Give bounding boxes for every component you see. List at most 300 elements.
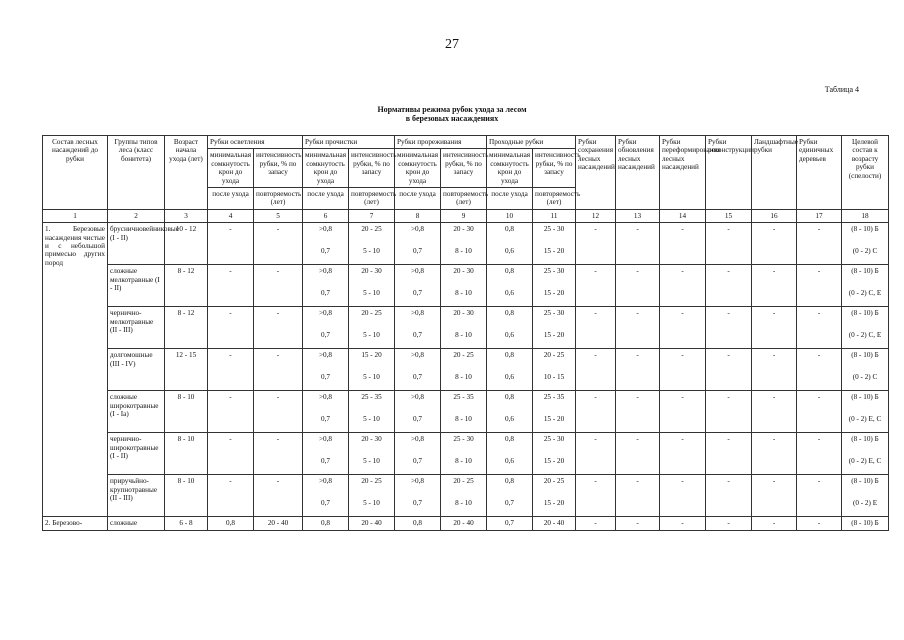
- proch-intensity-cell: [349, 223, 395, 265]
- proch-intensity-cell-top: 15 - 20: [361, 351, 382, 360]
- proch-intensity-cell-bottom: 5 - 10: [363, 330, 380, 339]
- proch-intensity-cell: [349, 349, 395, 391]
- cell-c17: -: [797, 223, 842, 265]
- proch-intensity-cell-top: 20 - 30: [361, 267, 382, 276]
- cell-c5: 20 - 40: [254, 517, 303, 530]
- target-composition-cell-top: (8 - 10) Б: [851, 225, 879, 234]
- prorezh-crown-cell-top: >0,8: [410, 435, 425, 444]
- prohod-intensity-cell: [533, 223, 576, 265]
- cell-c14: -: [660, 517, 706, 530]
- forest-type-cell: сложные мелкотравные (I - II): [108, 265, 165, 307]
- header-start-age: Возраст начала ухода (лет): [165, 136, 208, 210]
- prorezh-crown-cell-top: >0,8: [410, 393, 425, 402]
- cell-c15: -: [706, 349, 752, 391]
- prohod-crown-cell-top: 0,8: [505, 477, 514, 486]
- prohod-intensity-cell: [533, 433, 576, 475]
- prorezh-crown-cell-top: >0,8: [410, 225, 425, 234]
- proch-crown-cell: [303, 265, 349, 307]
- prohod-intensity-cell-bottom: 15 - 20: [543, 456, 565, 465]
- prorezh-intensity-cell: [441, 433, 487, 475]
- cell-c14: -: [660, 391, 706, 433]
- column-number: 17: [797, 209, 842, 222]
- cell-c6: 0,8: [303, 517, 349, 530]
- prohod-intensity-cell-top: 25 - 30: [543, 225, 565, 234]
- cell-c15: -: [706, 391, 752, 433]
- start-age-cell: 8 - 12: [165, 265, 208, 307]
- proch-crown-cell: [303, 349, 349, 391]
- cell-c12: -: [576, 349, 616, 391]
- cell-c16: -: [752, 223, 797, 265]
- cell-c7: 20 - 40: [349, 517, 395, 530]
- prorezh-crown-cell-top: >0,8: [410, 351, 425, 360]
- prorezh-crown-cell-bottom: 0,7: [413, 456, 422, 465]
- prohod-crown-cell-top: 0,8: [505, 435, 514, 444]
- prorezh-intensity-cell-bottom: 8 - 10: [455, 498, 472, 507]
- cell-c15: -: [706, 517, 752, 530]
- target-composition-cell-top: (8 - 10) Б: [851, 435, 879, 444]
- header-col-16: Ландшафтные рубки: [752, 136, 797, 210]
- prorezh-intensity-cell-top: 20 - 30: [453, 309, 474, 318]
- prorezh-intensity-cell: [441, 475, 487, 517]
- prorezh-crown-cell-bottom: 0,7: [413, 246, 422, 255]
- target-composition-cell: [842, 223, 889, 265]
- start-age-cell: 8 - 10: [165, 433, 208, 475]
- table-row: [43, 307, 889, 349]
- prorezh-intensity-cell-top: 25 - 30: [453, 435, 474, 444]
- column-number: 16: [752, 209, 797, 222]
- header-prochistka: Рубки прочистки: [303, 136, 395, 149]
- proch-crown-cell: [303, 307, 349, 349]
- cell-c14: -: [660, 475, 706, 517]
- prorezh-crown-cell-bottom: 0,7: [413, 330, 422, 339]
- subheader-repeat: повторяемость (лет): [441, 188, 487, 210]
- prorezh-intensity-cell: [441, 349, 487, 391]
- cell-c13: -: [616, 391, 660, 433]
- forest-type-cell: долгомошные (III - IV): [108, 349, 165, 391]
- prohod-crown-cell-top: 0,8: [505, 309, 514, 318]
- forest-type-cell: приручьйно-крупнотравные (II - III): [108, 475, 165, 517]
- subheader-after: после ухода: [395, 188, 441, 210]
- prohod-intensity-cell-top: 25 - 30: [543, 267, 565, 276]
- proch-crown-cell-bottom: 0,7: [321, 456, 330, 465]
- table-row: [43, 349, 889, 391]
- cell-c15: -: [706, 475, 752, 517]
- cell-c15: -: [706, 223, 752, 265]
- prohod-intensity-cell-top: 25 - 30: [543, 309, 565, 318]
- page-number: 27: [445, 37, 459, 52]
- start-age-cell: 8 - 10: [165, 391, 208, 433]
- prohod-crown-cell-bottom: 0,6: [505, 246, 514, 255]
- proch-intensity-cell-bottom: 5 - 10: [363, 246, 380, 255]
- prohod-intensity-cell-top: 25 - 35: [543, 393, 565, 402]
- prohod-crown-cell: [487, 349, 533, 391]
- cell-c12: -: [576, 307, 616, 349]
- prohod-intensity-cell-bottom: 10 - 15: [543, 372, 565, 381]
- cell-c15: -: [706, 433, 752, 475]
- start-age-cell: 10 - 12: [165, 223, 208, 265]
- cell-c16: -: [752, 265, 797, 307]
- prorezh-crown-cell: [395, 391, 441, 433]
- prohod-crown-cell-bottom: 0,6: [505, 414, 514, 423]
- target-composition-cell-bottom: (0 - 2) С, Е: [848, 330, 882, 339]
- prohod-crown-cell-top: 0,8: [505, 267, 514, 276]
- table-row: [43, 391, 889, 433]
- prohod-crown-cell-bottom: 0,6: [505, 456, 514, 465]
- osv-intensity-cell: -: [254, 265, 303, 307]
- column-number: 12: [576, 209, 616, 222]
- forest-type-cell: чернично-широкотравные (I - II): [108, 433, 165, 475]
- cell-c12: -: [576, 475, 616, 517]
- start-age-cell: 12 - 15: [165, 349, 208, 391]
- prohod-crown-cell: [487, 433, 533, 475]
- proch-crown-cell-bottom: 0,7: [321, 372, 330, 381]
- target-composition-cell: [842, 391, 889, 433]
- prohod-intensity-cell: [533, 391, 576, 433]
- prohod-intensity-cell-top: 20 - 25: [543, 477, 565, 486]
- cell-c11: 20 - 40: [533, 517, 576, 530]
- header-composition: Состав лесных насаждений до рубки: [43, 136, 108, 210]
- column-number: 4: [208, 209, 254, 222]
- subheader-repeat: повторяемость (лет): [254, 188, 303, 210]
- prohod-crown-cell-top: 0,8: [505, 393, 514, 402]
- prorezh-intensity-cell-top: 20 - 30: [453, 225, 474, 234]
- cell-c16: -: [752, 307, 797, 349]
- prohod-intensity-cell: [533, 475, 576, 517]
- title-line-2: в березовых насаждениях: [405, 114, 499, 123]
- column-number: 14: [660, 209, 706, 222]
- proch-intensity-cell: [349, 391, 395, 433]
- cell-c16: -: [752, 391, 797, 433]
- cell-c13: -: [616, 349, 660, 391]
- prorezh-intensity-cell-bottom: 8 - 10: [455, 330, 472, 339]
- cell-c16: -: [752, 433, 797, 475]
- prorezh-intensity-cell: [441, 265, 487, 307]
- prohod-crown-cell-bottom: 0,6: [505, 372, 514, 381]
- header-col-17: Рубки единичных деревьев: [797, 136, 842, 210]
- target-composition-cell-top: (8 - 10) Б: [851, 351, 879, 360]
- proch-crown-cell-top: >0,8: [318, 309, 333, 318]
- column-number: 1: [43, 209, 108, 222]
- proch-crown-cell: [303, 223, 349, 265]
- header-prorezhivanie: Рубки прореживания: [395, 136, 487, 149]
- cell-c13: -: [616, 265, 660, 307]
- prorezh-intensity-cell-top: 20 - 25: [453, 477, 474, 486]
- prohod-crown-cell-bottom: 0,6: [505, 288, 514, 297]
- forest-type-cell: сложные широкотравные (I - Ia): [108, 391, 165, 433]
- prorezh-intensity-cell-bottom: 8 - 10: [455, 246, 472, 255]
- osv-crown-cell: -: [208, 433, 254, 475]
- proch-intensity-cell-bottom: 5 - 10: [363, 372, 380, 381]
- subheader-after: после ухода: [487, 188, 533, 210]
- target-composition-cell: [842, 349, 889, 391]
- cell-c17: -: [797, 349, 842, 391]
- header-prohodnye: Проходные рубки: [487, 136, 576, 149]
- prorezh-crown-cell: [395, 433, 441, 475]
- target-composition-cell-top: (8 - 10) Б: [851, 393, 879, 402]
- prorezh-intensity-cell-bottom: 8 - 10: [455, 372, 472, 381]
- column-number: 8: [395, 209, 441, 222]
- proch-intensity-cell-top: 20 - 25: [361, 225, 382, 234]
- target-composition-cell-bottom: (0 - 2) С: [852, 246, 878, 255]
- cell-c17: -: [797, 265, 842, 307]
- prorezh-crown-cell-bottom: 0,7: [413, 414, 422, 423]
- column-number: 2: [108, 209, 165, 222]
- cell-age: 6 - 8: [165, 517, 208, 530]
- column-number: 13: [616, 209, 660, 222]
- proch-intensity-cell-top: 20 - 30: [361, 435, 382, 444]
- prorezh-crown-cell: [395, 349, 441, 391]
- osv-crown-cell: -: [208, 223, 254, 265]
- osv-crown-cell: -: [208, 475, 254, 517]
- cell-c12: -: [576, 391, 616, 433]
- proch-intensity-cell: [349, 265, 395, 307]
- proch-crown-cell-top: >0,8: [318, 477, 333, 486]
- cell-c18: (8 - 10) Б: [842, 517, 889, 530]
- osv-intensity-cell: -: [254, 475, 303, 517]
- prorezh-intensity-cell-top: 20 - 30: [453, 267, 474, 276]
- cell-c17: -: [797, 307, 842, 349]
- cell-c17: -: [797, 517, 842, 530]
- header-osvetlenie: Рубки осветления: [208, 136, 303, 149]
- table-row: [43, 475, 889, 517]
- proch-crown-cell-bottom: 0,7: [321, 246, 330, 255]
- cell-c14: -: [660, 265, 706, 307]
- cell-c14: -: [660, 433, 706, 475]
- prohod-crown-cell-top: 0,8: [505, 351, 514, 360]
- proch-intensity-cell-top: 20 - 25: [361, 477, 382, 486]
- column-number: 18: [842, 209, 889, 222]
- table-row: [43, 433, 889, 475]
- cell-c15: -: [706, 307, 752, 349]
- prorezh-crown-cell-top: >0,8: [410, 267, 425, 276]
- prohod-crown-cell: [487, 307, 533, 349]
- target-composition-cell-bottom: (0 - 2) Е, С: [848, 456, 882, 465]
- prorezh-crown-cell-bottom: 0,7: [413, 288, 422, 297]
- proch-intensity-cell-bottom: 5 - 10: [363, 498, 380, 507]
- osv-crown-cell: -: [208, 391, 254, 433]
- composition-cell: 1. Березовые насаждения чистые и с небольшой примесью других пород: [43, 223, 108, 517]
- table-row: [43, 517, 889, 530]
- start-age-cell: 8 - 12: [165, 307, 208, 349]
- subheader-repeat: повторяемость (лет): [533, 188, 576, 210]
- header-col-13: Рубки обновления лесных насаждений: [616, 136, 660, 210]
- column-number: 3: [165, 209, 208, 222]
- cell-c14: -: [660, 307, 706, 349]
- prohod-intensity-cell: [533, 265, 576, 307]
- prohod-crown-cell: [487, 265, 533, 307]
- cell-c17: -: [797, 475, 842, 517]
- prohod-intensity-cell-bottom: 15 - 20: [543, 330, 565, 339]
- prorezh-crown-cell: [395, 265, 441, 307]
- osv-intensity-cell: -: [254, 391, 303, 433]
- target-composition-cell: [842, 265, 889, 307]
- proch-intensity-cell: [349, 307, 395, 349]
- proch-crown-cell: [303, 475, 349, 517]
- forest-type-cell: чернично-мелкотравные (II - III): [108, 307, 165, 349]
- prorezh-crown-cell: [395, 307, 441, 349]
- table-label: Таблица 4: [824, 85, 859, 94]
- prorezh-intensity-cell-bottom: 8 - 10: [455, 414, 472, 423]
- start-age-cell: 8 - 10: [165, 475, 208, 517]
- column-number: 6: [303, 209, 349, 222]
- subheader-min-crown: минимальная сомкнутость крон до ухода: [208, 149, 254, 188]
- table-row: [43, 223, 889, 265]
- prohod-crown-cell: [487, 475, 533, 517]
- osv-crown-cell: -: [208, 307, 254, 349]
- column-number: 7: [349, 209, 395, 222]
- forest-type-cell: брусничновейниковые (I - II): [108, 223, 165, 265]
- subheader-after: после ухода: [208, 188, 254, 210]
- prohod-intensity-cell-top: 20 - 25: [543, 351, 565, 360]
- proch-intensity-cell-top: 25 - 35: [361, 393, 382, 402]
- prorezh-intensity-cell-bottom: 8 - 10: [455, 288, 472, 297]
- header-col-15: Рубки реконструкции: [706, 136, 752, 210]
- proch-crown-cell-bottom: 0,7: [321, 414, 330, 423]
- osv-intensity-cell: -: [254, 433, 303, 475]
- target-composition-cell-bottom: (0 - 2) С: [852, 372, 878, 381]
- subheader-intensity: интенсивность рубки, % по запасу: [254, 149, 303, 188]
- prorezh-crown-cell-bottom: 0,7: [413, 498, 422, 507]
- cell-c8: 0,8: [395, 517, 441, 530]
- target-composition-cell-bottom: (0 - 2) Е: [852, 498, 878, 507]
- target-composition-cell-top: (8 - 10) Б: [851, 309, 879, 318]
- subheader-intensity: интенсивность рубки, % по запасу: [349, 149, 395, 188]
- prohod-crown-cell-bottom: 0,7: [505, 498, 514, 507]
- cell-c15: -: [706, 265, 752, 307]
- target-composition-cell: [842, 475, 889, 517]
- norms-table: [42, 135, 889, 531]
- target-composition-cell: [842, 433, 889, 475]
- header-forest-types: Группы типов леса (класс бонитета): [108, 136, 165, 210]
- prohod-intensity-cell: [533, 307, 576, 349]
- prorezh-crown-cell: [395, 475, 441, 517]
- proch-intensity-cell: [349, 433, 395, 475]
- osv-intensity-cell: -: [254, 307, 303, 349]
- prohod-intensity-cell-bottom: 15 - 20: [543, 414, 565, 423]
- cell-c13: -: [616, 433, 660, 475]
- proch-crown-cell-top: >0,8: [318, 225, 333, 234]
- prohod-crown-cell: [487, 391, 533, 433]
- cell-c9: 20 - 40: [441, 517, 487, 530]
- prorezh-crown-cell: [395, 223, 441, 265]
- proch-crown-cell-top: >0,8: [318, 351, 333, 360]
- prorezh-intensity-cell: [441, 223, 487, 265]
- prorezh-intensity-cell: [441, 307, 487, 349]
- composition-cell: 2. Березово-: [43, 517, 108, 530]
- subheader-min-crown: минимальная сомкнутость крон до ухода: [303, 149, 349, 188]
- osv-intensity-cell: -: [254, 349, 303, 391]
- prohod-intensity-cell-bottom: 15 - 20: [543, 246, 565, 255]
- target-composition-cell-top: (8 - 10) Б: [851, 267, 879, 276]
- title-line-1: Нормативы режима рубок ухода за лесом: [377, 105, 527, 114]
- cell-c13: -: [616, 223, 660, 265]
- prohod-intensity-cell-bottom: 15 - 20: [543, 288, 565, 297]
- target-composition-cell-bottom: (0 - 2) С, Е: [848, 288, 882, 297]
- prohod-intensity-cell-bottom: 15 - 20: [543, 498, 565, 507]
- prohod-crown-cell: [487, 223, 533, 265]
- cell-c17: -: [797, 391, 842, 433]
- header-col-12: Рубки сохранения лесных насаждений: [576, 136, 616, 210]
- cell-c4: 0,8: [208, 517, 254, 530]
- proch-crown-cell-top: >0,8: [318, 393, 333, 402]
- cell-c17: -: [797, 433, 842, 475]
- osv-crown-cell: -: [208, 349, 254, 391]
- cell-c13: -: [616, 517, 660, 530]
- column-number: 10: [487, 209, 533, 222]
- proch-crown-cell-bottom: 0,7: [321, 330, 330, 339]
- proch-crown-cell-top: >0,8: [318, 435, 333, 444]
- cell-c12: -: [576, 433, 616, 475]
- cell-c10: 0,7: [487, 517, 533, 530]
- target-composition-cell: [842, 307, 889, 349]
- cell-c12: -: [576, 265, 616, 307]
- osv-crown-cell: -: [208, 265, 254, 307]
- prorezh-crown-cell-top: >0,8: [410, 309, 425, 318]
- proch-crown-cell: [303, 433, 349, 475]
- column-number: 9: [441, 209, 487, 222]
- cell-c12: -: [576, 517, 616, 530]
- prorezh-intensity-cell-top: 20 - 25: [453, 351, 474, 360]
- cell-c16: -: [752, 475, 797, 517]
- column-number: 11: [533, 209, 576, 222]
- prorezh-intensity-cell: [441, 391, 487, 433]
- prohod-crown-cell-top: 0,8: [505, 225, 514, 234]
- subheader-min-crown: минимальная сомкнутость крон до ухода: [487, 149, 533, 188]
- cell-c13: -: [616, 475, 660, 517]
- subheader-intensity: интенсивность рубки, % по запасу: [441, 149, 487, 188]
- proch-crown-cell-bottom: 0,7: [321, 288, 330, 297]
- cell-c14: -: [660, 349, 706, 391]
- prohod-intensity-cell-top: 25 - 30: [543, 435, 565, 444]
- subheader-min-crown: минимальная сомкнутость крон до ухода: [395, 149, 441, 188]
- prohod-crown-cell-bottom: 0,6: [505, 330, 514, 339]
- cell-c16: -: [752, 349, 797, 391]
- proch-intensity-cell-bottom: 5 - 10: [363, 414, 380, 423]
- prorezh-crown-cell-bottom: 0,7: [413, 372, 422, 381]
- subheader-after: после ухода: [303, 188, 349, 210]
- proch-crown-cell: [303, 391, 349, 433]
- proch-intensity-cell-bottom: 5 - 10: [363, 456, 380, 465]
- cell-c12: -: [576, 223, 616, 265]
- column-number: 15: [706, 209, 752, 222]
- prorezh-intensity-cell-bottom: 8 - 10: [455, 456, 472, 465]
- prorezh-intensity-cell-top: 25 - 35: [453, 393, 474, 402]
- proch-intensity-cell-bottom: 5 - 10: [363, 288, 380, 297]
- header-col-14: Рубки переформирования лесных насаждений: [660, 136, 706, 210]
- proch-intensity-cell: [349, 475, 395, 517]
- target-composition-cell-bottom: (0 - 2) Е, С: [848, 414, 882, 423]
- target-composition-cell-top: (8 - 10) Б: [851, 477, 879, 486]
- column-number-row: [43, 209, 889, 222]
- column-number: 5: [254, 209, 303, 222]
- cell-c14: -: [660, 223, 706, 265]
- osv-intensity-cell: -: [254, 223, 303, 265]
- header-row-1: [43, 136, 889, 149]
- forest-type-cell: сложные: [108, 517, 165, 530]
- prorezh-crown-cell-top: >0,8: [410, 477, 425, 486]
- proch-crown-cell-bottom: 0,7: [321, 498, 330, 507]
- proch-crown-cell-top: >0,8: [318, 267, 333, 276]
- table-title: [0, 105, 904, 123]
- subheader-repeat: повторяемость (лет): [349, 188, 395, 210]
- cell-c16: -: [752, 517, 797, 530]
- cell-c13: -: [616, 307, 660, 349]
- table-row: [43, 265, 889, 307]
- proch-intensity-cell-top: 20 - 25: [361, 309, 382, 318]
- prohod-intensity-cell: [533, 349, 576, 391]
- subheader-intensity: интенсивность рубки, % по запасу: [533, 149, 576, 188]
- header-col-18: Целевой состав к возрасту рубки (спелости): [842, 136, 889, 210]
